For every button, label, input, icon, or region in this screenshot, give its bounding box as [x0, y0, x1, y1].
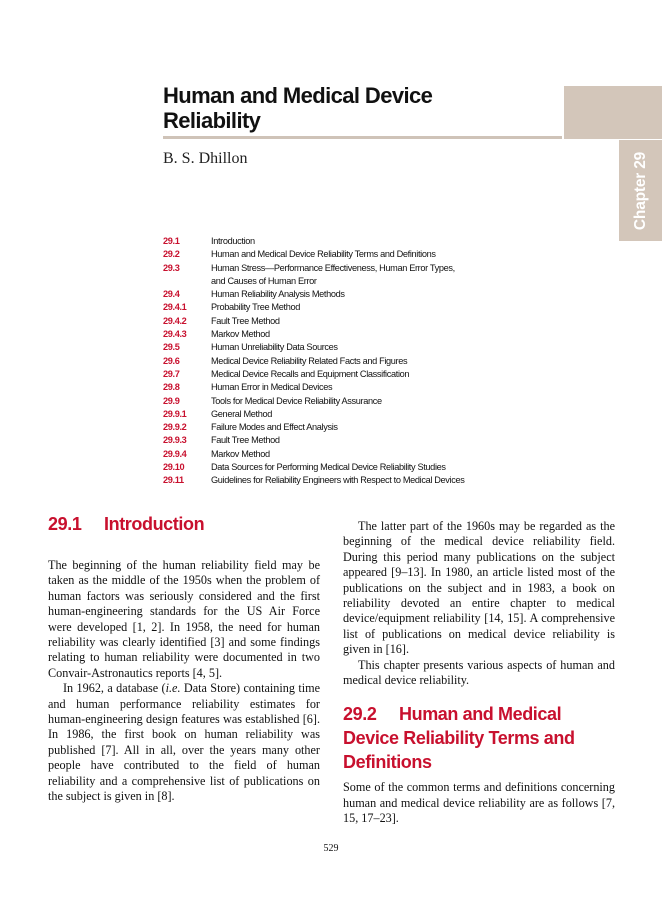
chapter-tab: [619, 140, 662, 241]
toc-entry: [163, 315, 583, 328]
toc-entry: [163, 262, 583, 275]
toc-entry: [163, 421, 583, 434]
toc-entry-title: Introduction: [211, 236, 255, 246]
toc-entry-title: Failure Modes and Effect Analysis: [211, 422, 338, 433]
toc-entry: [163, 448, 583, 461]
chapter-tab-label: Chapter 29: [631, 151, 649, 230]
toc-entry-title: Medical Device Recalls and Equipment Classification: [211, 368, 410, 379]
toc-entry: [163, 408, 583, 421]
toc-entry: [163, 248, 583, 261]
toc-entry-title: Probability Tree Method: [211, 302, 300, 313]
page-number: 529: [323, 843, 339, 854]
toc-entry-number: 29.8: [163, 382, 180, 393]
toc-entry-title: Markov Method: [211, 448, 270, 459]
toc-entry: [163, 355, 583, 368]
toc-entry: [163, 381, 583, 394]
paragraph: This chapter presents various aspects of human and medical device reliability.: [343, 657, 615, 688]
toc-entry-number: 29.2: [163, 249, 180, 260]
toc-entry-number: 29.1: [163, 236, 180, 246]
toc-entry-number: 29.11: [163, 475, 184, 486]
toc-entry: [163, 368, 583, 381]
chapter-title: [163, 83, 563, 133]
toc-entry: [163, 434, 583, 447]
table-of-contents: [163, 235, 583, 488]
toc-entry-number: 29.4.3: [163, 329, 187, 340]
paragraph: The beginning of the human reliability field may be taken as the middle of the 1950s when the problem of human factors was seriously considered and the first human-engineering standards for the US Air Force were developed [1, 2]. In 1958, the need for human reliability was clearly identified [3] and some findings relating to human reliability were documented in two Convair-Astronautics reports [4, 5].: [48, 558, 320, 680]
section-heading-introduction: [48, 512, 320, 536]
toc-entry: [163, 395, 583, 408]
toc-entry-number: 29.3: [163, 262, 180, 273]
toc-entry-title: Human Error in Medical Devices: [211, 382, 333, 393]
toc-entry-number: 29.9.1: [163, 408, 187, 419]
chapter-corner-block: [564, 86, 662, 139]
right-column: [343, 519, 615, 827]
toc-entry: [163, 235, 583, 248]
paragraph: Some of the common terms and definitions concerning human and medical device reliability are as follows [7, 15, 17–23].: [343, 780, 615, 826]
toc-entry-number: 29.4.2: [163, 315, 187, 326]
toc-entry-number: 29.9.3: [163, 435, 187, 446]
toc-entry: [163, 275, 583, 288]
toc-entry-number: 29.6: [163, 355, 180, 366]
left-column: [48, 512, 320, 805]
toc-entry-title: Fault Tree Method: [211, 435, 280, 446]
toc-entry-number: 29.4: [163, 289, 180, 300]
toc-entry-number: 29.9.4: [163, 448, 187, 459]
toc-entry-number: 29.5: [163, 342, 180, 353]
toc-entry-title: Human Stress—Performance Effectiveness, Human Error Types,: [211, 262, 455, 273]
toc-entry-number: 29.4.1: [163, 302, 187, 313]
toc-entry-number: 29.9.2: [163, 422, 187, 433]
toc-entry-title: Medical Device Reliability Related Facts and Figures: [211, 355, 408, 366]
toc-entry-title: Human and Medical Device Reliability Terms and Definitions: [211, 249, 436, 260]
author: B. S. Dhillon: [163, 150, 248, 167]
toc-entry: [163, 301, 583, 314]
toc-entry-title: Human Reliability Analysis Methods: [211, 289, 345, 300]
section-title: Human and Medical Device Reliability Terms and Definitions: [343, 704, 575, 773]
toc-entry: [163, 461, 583, 474]
toc-entry: [163, 341, 583, 354]
section-title: Introduction: [104, 514, 205, 534]
toc-entry: [163, 288, 583, 301]
toc-entry: [163, 328, 583, 341]
toc-entry-title: Tools for Medical Device Reliability Assurance: [211, 395, 382, 406]
toc-entry-title: Data Sources for Performing Medical Device Reliability Studies: [211, 462, 446, 473]
toc-entry-number: 29.9: [163, 395, 180, 406]
toc-entry-number: 29.7: [163, 368, 180, 379]
paragraph: The latter part of the 1960s may be regarded as the beginning of the medical device reliability field. During this period many publications on the subject appeared [9–13]. In 1980, an article listed most of the publications on the subject and in 1983, a book on reliability devoted an entire chapter to medical device/equipment reliability [14, 15]. A comprehensive list of publications on medical device reliability is given in [16].: [343, 519, 615, 657]
toc-entry-title: Markov Method: [211, 329, 270, 340]
toc-entry-title: Guidelines for Reliability Engineers with Respect to Medical Devices: [211, 475, 465, 486]
paragraph: In 1962, a database (i.e. Data Store) containing time and human performance reliability estimates for human-engineering design features was established [6]. In 1986, the first book on human reliability was published [7]. All in all, over the years many other people have contributed to the field of human reliability and a comprehensive list of publications on the subject is given in [8].: [48, 681, 320, 804]
chapter-title-line-1: Human and Medical Device: [163, 83, 433, 108]
chapter-title-line-2: Reliability: [163, 108, 261, 133]
toc-entry-number: [163, 275, 211, 288]
toc-entry: [163, 474, 583, 487]
toc-entry-title: General Method: [211, 408, 272, 419]
toc-entry-title: and Causes of Human Error: [211, 275, 317, 286]
toc-entry-title: Fault Tree Method: [211, 315, 280, 326]
toc-entry-title: Human Unreliability Data Sources: [211, 342, 338, 353]
toc-entry-number: 29.10: [163, 462, 185, 473]
section-number: 29.2: [343, 704, 377, 725]
section-heading-terms-definitions: [343, 702, 615, 774]
title-rule: [163, 136, 562, 139]
section-number: 29.1: [48, 514, 82, 534]
